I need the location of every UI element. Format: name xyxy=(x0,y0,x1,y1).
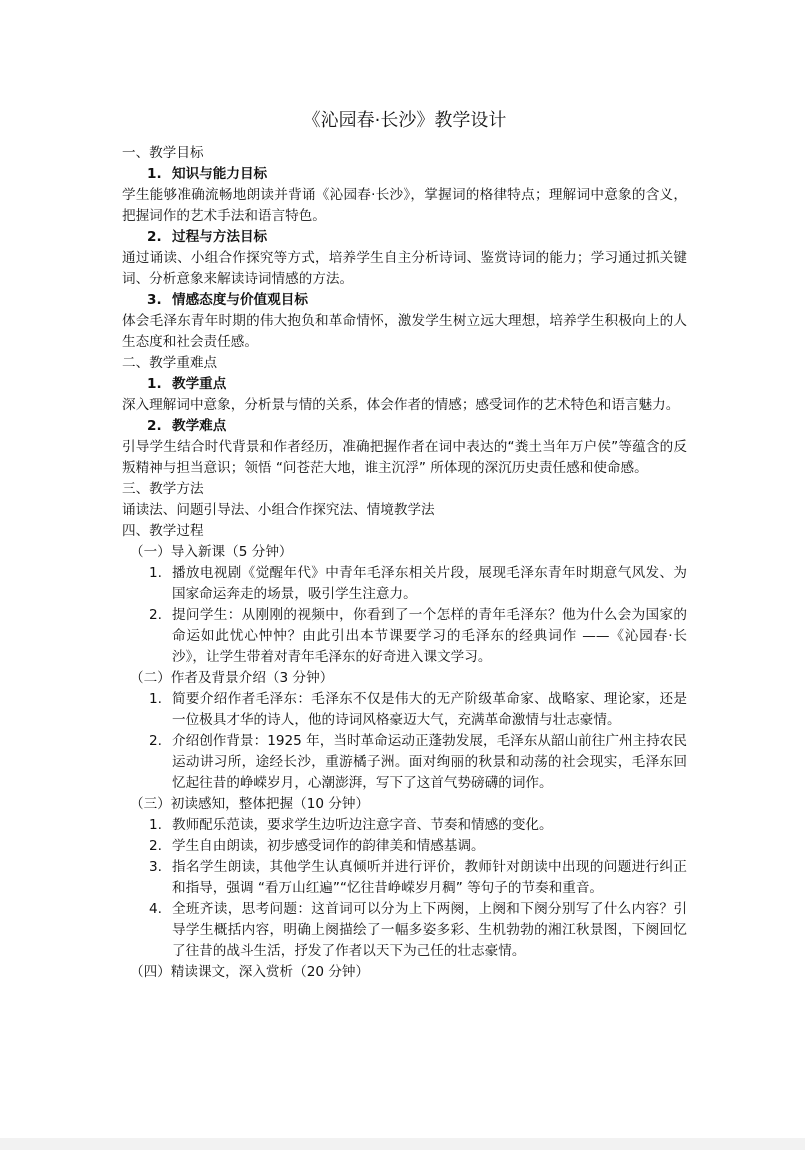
subheading-text: 情感态度与价值观目标 xyxy=(172,292,308,308)
phase-heading-first-reading: （三）初读感知，整体把握（10 分钟） xyxy=(130,796,370,812)
list-item xyxy=(122,899,687,962)
subheading-number: 2. xyxy=(147,418,162,434)
paragraph-difficulty: 引导学生结合时代背景和作者经历，准确把握作者在词中表达的“粪土当年万户侯”等蕴含的反叛精神与担当意识；领悟 “问苍茫大地，谁主沉浮” 所体现的深沉历史责任感和使命感。 xyxy=(122,439,687,476)
list-item xyxy=(122,689,687,731)
subheading-text: 过程与方法目标 xyxy=(172,229,268,245)
subheading-knowledge xyxy=(122,164,687,185)
phase-heading-background: （二）作者及背景介绍（3 分钟） xyxy=(130,670,334,686)
list-item xyxy=(122,731,687,794)
list-item-text: 学生自由朗读，初步感受词作的韵律美和情感基调。 xyxy=(172,838,485,854)
list-item-number: 4. xyxy=(149,901,162,917)
paragraph-process: 通过诵读、小组合作探究等方式，培养学生自主分析诗词、鉴赏诗词的能力；学习通过抓关键词、分析意象来解读诗词情感的方法。 xyxy=(122,250,687,287)
list-item-number: 3. xyxy=(149,859,162,875)
subheading-values xyxy=(122,290,687,311)
list-item-text: 教师配乐范读，要求学生边听边注意字音、节奏和情感的变化。 xyxy=(172,817,553,833)
subheading-number: 2. xyxy=(147,229,162,245)
list-item-number: 1. xyxy=(149,565,162,581)
list-item xyxy=(122,836,687,857)
section-heading-key-points: 二、教学重难点 xyxy=(122,355,218,371)
subheading-text: 知识与能力目标 xyxy=(172,166,268,182)
list-item-text: 简要介绍作者毛泽东：毛泽东不仅是伟大的无产阶级革命家、战略家、理论家，还是一位极具才华的诗人，他的诗词风格豪迈大气，充满革命激情与壮志豪情。 xyxy=(172,691,687,728)
paragraph-knowledge: 学生能够准确流畅地朗读并背诵《沁园春·长沙》，掌握词的格律特点；理解词中意象的含义，把握词作的艺术手法和语言特色。 xyxy=(122,187,687,224)
paragraph-methods: 诵读法、问题引导法、小组合作探究法、情境教学法 xyxy=(122,502,435,518)
paragraph-focus: 深入理解词中意象，分析景与情的关系，体会作者的情感；感受词作的艺术特色和语言魅力。 xyxy=(122,397,680,413)
list-item-text: 全班齐读，思考问题：这首词可以分为上下两阕，上阕和下阕分别写了什么内容？引导学生概括内容，明确上阕描绘了一幅多姿多彩、生机勃勃的湘江秋景图，下阕回忆了往昔的战斗生活，抒发了作者以天下为己任的壮志豪情。 xyxy=(172,901,687,959)
list-item xyxy=(122,605,687,668)
list-item-number: 1. xyxy=(149,817,162,833)
list-item-number: 1. xyxy=(149,691,162,707)
list-item-number: 2. xyxy=(149,733,162,749)
section-heading-process: 四、教学过程 xyxy=(122,523,204,539)
document-body xyxy=(122,108,687,983)
phase-heading-close-reading: （四）精读课文，深入赏析（20 分钟） xyxy=(130,964,370,980)
list-item xyxy=(122,857,687,899)
subheading-process xyxy=(122,227,687,248)
list-item-text: 提问学生：从刚刚的视频中，你看到了一个怎样的青年毛泽东？他为什么会为国家的命运如此忧心忡忡？由此引出本节课要学习的毛泽东的经典词作 ——《沁园春·长沙》，让学生带着对青年毛泽东的好奇进入课文学习。 xyxy=(172,607,687,665)
list-item-number: 2. xyxy=(149,838,162,854)
subheading-number: 3. xyxy=(147,292,162,308)
subheading-text: 教学重点 xyxy=(172,376,227,392)
list-item-text: 播放电视剧《觉醒年代》中青年毛泽东相关片段，展现毛泽东青年时期意气风发、为国家命运奔走的场景，吸引学生注意力。 xyxy=(172,565,687,602)
subheading-focus xyxy=(122,374,687,395)
list-item-text: 指名学生朗读，其他学生认真倾听并进行评价，教师针对朗读中出现的问题进行纠正和指导，强调 “看万山红遍”“忆往昔峥嵘岁月稠” 等句子的节奏和重音。 xyxy=(172,859,687,896)
section-heading-methods: 三、教学方法 xyxy=(122,481,204,497)
page-gap xyxy=(0,1138,805,1150)
subheading-difficulty xyxy=(122,416,687,437)
list-item xyxy=(122,815,687,836)
list-item-number: 2. xyxy=(149,607,162,623)
subheading-number: 1. xyxy=(147,376,162,392)
list-item-text: 介绍创作背景：1925 年，当时革命运动正蓬勃发展，毛泽东从韶山前往广州主持农民运动讲习所，途经长沙，重游橘子洲。面对绚丽的秋景和动荡的社会现实，毛泽东回忆起往昔的峥嵘岁月，心潮澎湃，写下了这首气势磅礴的词作。 xyxy=(172,733,687,791)
paragraph-values: 体会毛泽东青年时期的伟大抱负和革命情怀，激发学生树立远大理想，培养学生积极向上的人生态度和社会责任感。 xyxy=(122,313,687,350)
subheading-text: 教学难点 xyxy=(172,418,227,434)
section-heading-objectives: 一、教学目标 xyxy=(122,145,204,161)
document-title: 《沁园春·长沙》教学设计 xyxy=(302,110,507,131)
phase-heading-intro: （一）导入新课（5 分钟） xyxy=(130,544,293,560)
subheading-number: 1. xyxy=(147,166,162,182)
list-item xyxy=(122,563,687,605)
